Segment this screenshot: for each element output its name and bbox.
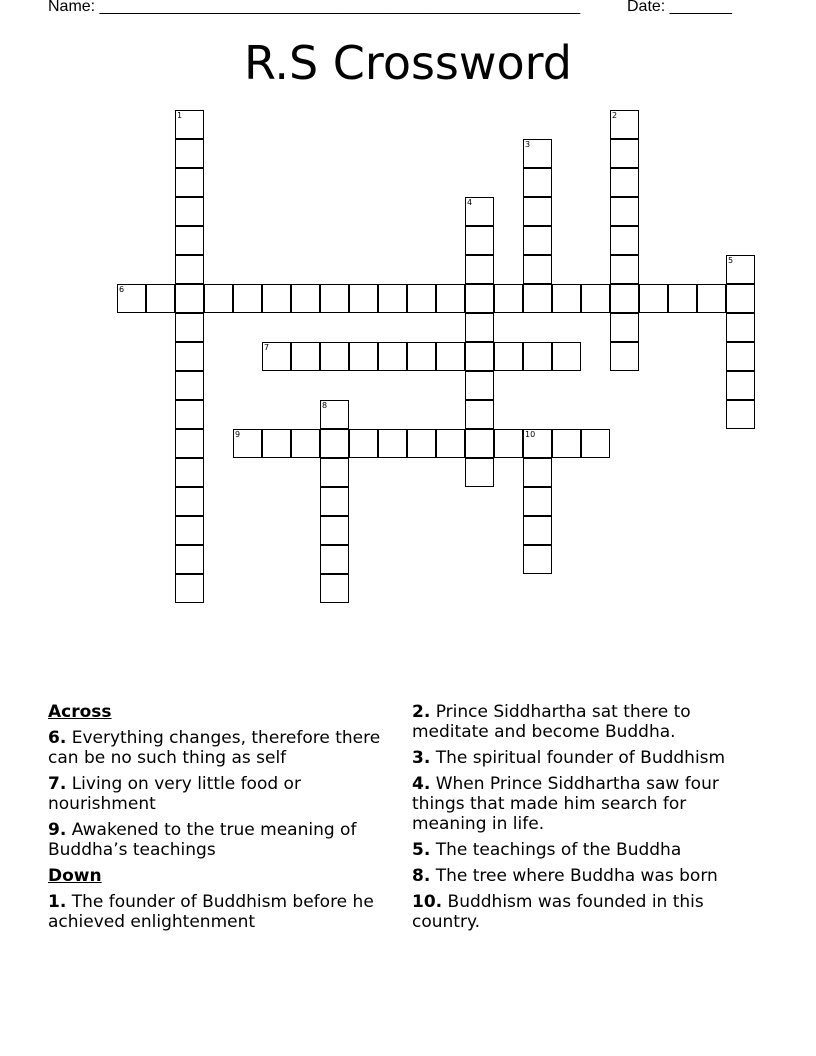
crossword-cell[interactable] <box>668 284 697 313</box>
clue-text: When Prince Siddhartha saw four things that made him search for meaning in life. <box>412 774 719 834</box>
crossword-cell[interactable] <box>175 197 204 226</box>
clue-number: 5. <box>412 840 431 860</box>
crossword-cell[interactable] <box>320 284 349 313</box>
crossword-cell[interactable] <box>320 342 349 371</box>
clue-number: 4. <box>412 774 431 794</box>
clue-number: 7. <box>48 774 67 794</box>
clue-number: 9. <box>48 820 67 840</box>
clue-text: The teachings of the Buddha <box>435 840 682 860</box>
crossword-cell[interactable] <box>378 284 407 313</box>
clues-left-column <box>48 702 393 938</box>
clue-down-3 <box>412 748 757 768</box>
crossword-cell[interactable] <box>320 487 349 516</box>
crossword-cell[interactable] <box>175 139 204 168</box>
cell-number: 10 <box>525 430 536 439</box>
crossword-cell[interactable] <box>175 371 204 400</box>
crossword-cell[interactable] <box>726 313 755 342</box>
crossword-cell[interactable] <box>175 574 204 603</box>
crossword-cell[interactable] <box>523 168 552 197</box>
page-title: R.S Crossword <box>244 36 572 90</box>
crossword-cell[interactable] <box>465 255 494 284</box>
clue-number: 8. <box>412 866 431 886</box>
crossword-cell[interactable] <box>320 429 349 458</box>
crossword-cell[interactable] <box>465 400 494 429</box>
clues-right-column <box>412 702 757 938</box>
crossword-cell[interactable] <box>349 342 378 371</box>
crossword-cell[interactable] <box>523 197 552 226</box>
crossword-cell[interactable] <box>175 516 204 545</box>
crossword-cell[interactable] <box>465 342 494 371</box>
crossword-cell[interactable] <box>726 371 755 400</box>
clue-text: The founder of Buddhism before he achieved enlightenment <box>48 892 374 932</box>
date-field-label: Date: _______ <box>627 0 732 15</box>
crossword-cell[interactable] <box>175 545 204 574</box>
crossword-cell[interactable] <box>146 284 175 313</box>
crossword-cell[interactable] <box>523 516 552 545</box>
clue-number: 10. <box>412 892 443 912</box>
clue-text: Living on very little food or nourishment <box>48 774 301 814</box>
crossword-cell[interactable] <box>523 284 552 313</box>
clue-across-6 <box>48 728 393 768</box>
crossword-cell[interactable] <box>726 342 755 371</box>
crossword-cell[interactable] <box>349 429 378 458</box>
clue-across-7 <box>48 774 393 814</box>
crossword-cell[interactable] <box>407 429 436 458</box>
crossword-cell[interactable] <box>494 342 523 371</box>
crossword-cell[interactable] <box>436 342 465 371</box>
crossword-cell[interactable] <box>175 255 204 284</box>
clue-text: Awakened to the true meaning of Buddha’s teachings <box>48 820 357 860</box>
crossword-cell[interactable] <box>697 284 726 313</box>
clue-number: 6. <box>48 728 67 748</box>
crossword-cell[interactable] <box>523 458 552 487</box>
clue-number: 2. <box>412 702 431 722</box>
name-field-label: Name: ______________________________________________________ <box>48 0 581 15</box>
crossword-cell[interactable] <box>610 197 639 226</box>
crossword-cell[interactable] <box>378 429 407 458</box>
clue-down-10 <box>412 892 757 932</box>
crossword-cell[interactable] <box>610 255 639 284</box>
cell-number: 4 <box>467 198 473 207</box>
crossword-cell[interactable] <box>465 284 494 313</box>
cell-number: 6 <box>119 285 125 294</box>
crossword-cell[interactable] <box>320 400 349 429</box>
crossword-cell[interactable] <box>494 429 523 458</box>
clue-down-8 <box>412 866 757 886</box>
crossword-cell[interactable] <box>610 110 639 139</box>
crossword-cell[interactable] <box>175 458 204 487</box>
down-heading: Down <box>48 866 102 886</box>
clue-text: Buddhism was founded in this country. <box>412 892 704 932</box>
crossword-cell[interactable] <box>523 342 552 371</box>
crossword-cell[interactable] <box>262 342 291 371</box>
cell-number: 9 <box>235 430 241 439</box>
cell-number: 3 <box>525 140 531 149</box>
across-heading: Across <box>48 702 112 722</box>
crossword-cell[interactable] <box>175 168 204 197</box>
clue-number: 3. <box>412 748 431 768</box>
crossword-cell[interactable] <box>175 226 204 255</box>
crossword-cell[interactable] <box>523 226 552 255</box>
clue-text: The spiritual founder of Buddhism <box>435 748 726 768</box>
crossword-cell[interactable] <box>610 139 639 168</box>
crossword-cell[interactable] <box>726 400 755 429</box>
crossword-cell[interactable] <box>610 168 639 197</box>
crossword-cell[interactable] <box>581 429 610 458</box>
clue-down-1 <box>48 892 393 932</box>
crossword-cell[interactable] <box>523 139 552 168</box>
crossword-cell[interactable] <box>175 400 204 429</box>
crossword-cell[interactable] <box>291 429 320 458</box>
clue-text: Prince Siddhartha sat there to meditate and become Buddha. <box>412 702 691 742</box>
crossword-cell[interactable] <box>523 429 552 458</box>
crossword-cell[interactable] <box>378 342 407 371</box>
crossword-cell[interactable] <box>465 313 494 342</box>
clue-down-4 <box>412 774 757 834</box>
crossword-cell[interactable] <box>407 284 436 313</box>
clue-number: 1. <box>48 892 67 912</box>
crossword-cell[interactable] <box>175 487 204 516</box>
clue-down-5 <box>412 840 757 860</box>
crossword-cell[interactable] <box>262 429 291 458</box>
crossword-cell[interactable] <box>175 342 204 371</box>
crossword-cell[interactable] <box>233 429 262 458</box>
crossword-cell[interactable] <box>552 342 581 371</box>
crossword-cell[interactable] <box>175 110 204 139</box>
clue-down-2 <box>412 702 757 742</box>
clue-across-9 <box>48 820 393 860</box>
cell-number: 7 <box>264 343 270 352</box>
crossword-cell[interactable] <box>610 342 639 371</box>
crossword-cell[interactable] <box>349 284 378 313</box>
crossword-cell[interactable] <box>320 516 349 545</box>
crossword-cell[interactable] <box>117 284 146 313</box>
crossword-cell[interactable] <box>175 313 204 342</box>
crossword-cell[interactable] <box>175 284 204 313</box>
crossword-cell[interactable] <box>320 545 349 574</box>
crossword-cell[interactable] <box>233 284 262 313</box>
crossword-cell[interactable] <box>320 458 349 487</box>
crossword-cell[interactable] <box>204 284 233 313</box>
crossword-cell[interactable] <box>407 342 436 371</box>
crossword-cell[interactable] <box>291 342 320 371</box>
crossword-cell[interactable] <box>175 429 204 458</box>
crossword-cell[interactable] <box>465 458 494 487</box>
clue-text: Everything changes, therefore there can be no such thing as self <box>48 728 381 768</box>
crossword-cell[interactable] <box>465 371 494 400</box>
crossword-cell[interactable] <box>436 429 465 458</box>
crossword-cell[interactable] <box>494 284 523 313</box>
crossword-cell[interactable] <box>523 487 552 516</box>
crossword-cell[interactable] <box>726 255 755 284</box>
crossword-cell[interactable] <box>465 429 494 458</box>
crossword-cell[interactable] <box>523 545 552 574</box>
cell-number: 8 <box>322 401 328 410</box>
crossword-cell[interactable] <box>320 574 349 603</box>
crossword-cell[interactable] <box>581 284 610 313</box>
crossword-cell[interactable] <box>610 284 639 313</box>
crossword-cell[interactable] <box>465 226 494 255</box>
cell-number: 5 <box>728 256 734 265</box>
clue-text: The tree where Buddha was born <box>435 866 718 886</box>
crossword-cell[interactable] <box>610 226 639 255</box>
crossword-cell[interactable] <box>523 255 552 284</box>
crossword-cell[interactable] <box>436 284 465 313</box>
crossword-cell[interactable] <box>639 284 668 313</box>
crossword-cell[interactable] <box>552 429 581 458</box>
crossword-cell[interactable] <box>291 284 320 313</box>
crossword-cell[interactable] <box>552 284 581 313</box>
crossword-cell[interactable] <box>610 313 639 342</box>
cell-number: 2 <box>612 111 618 120</box>
cell-number: 1 <box>177 111 183 120</box>
crossword-cell[interactable] <box>465 197 494 226</box>
crossword-cell[interactable] <box>726 284 755 313</box>
crossword-cell[interactable] <box>262 284 291 313</box>
